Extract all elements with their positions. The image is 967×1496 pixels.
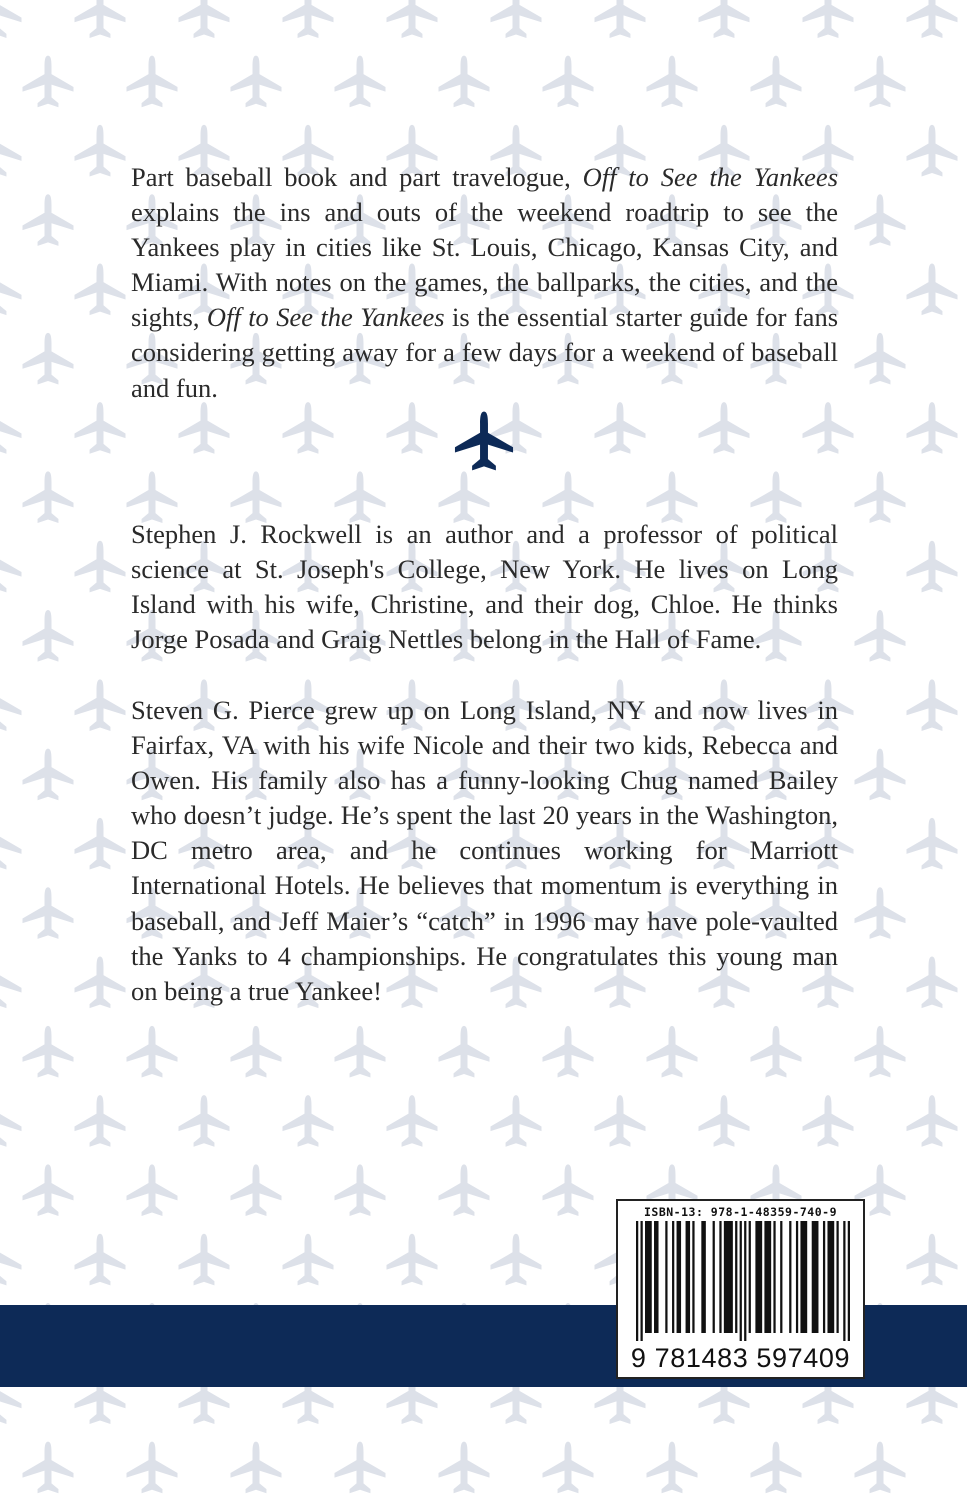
- airplane-icon: [438, 56, 489, 108]
- airplane-icon: [594, 402, 645, 454]
- airplane-icon: [438, 1164, 489, 1216]
- airplane-icon: [0, 818, 22, 870]
- airplane-icon: [854, 333, 905, 385]
- airplane-icon: [906, 402, 957, 454]
- barcode-bar: [654, 1221, 659, 1333]
- airplane-icon: [22, 333, 73, 385]
- barcode-bar: [686, 1221, 691, 1333]
- airplane-icon: [490, 1234, 541, 1286]
- airplane-icon: [74, 679, 125, 731]
- airplane-icon: [74, 264, 125, 316]
- airplane-icon: [490, 1095, 541, 1147]
- airplane-icon: [0, 402, 22, 454]
- barcode-bar: [701, 1221, 706, 1333]
- airplane-icon: [230, 1442, 281, 1494]
- airplane-icon: [282, 0, 333, 38]
- airplane-icon: [22, 1026, 73, 1078]
- airplane-icon: [542, 1026, 593, 1078]
- isbn-barcode: [616, 1199, 865, 1379]
- airplane-icon: [542, 471, 593, 523]
- barcode-bar: [755, 1221, 762, 1333]
- airplane-icon: [906, 541, 957, 593]
- airplane-icon: [0, 679, 22, 731]
- airplane-icon: [282, 1095, 333, 1147]
- bio-paragraph: Stephen J. Rockwell is an author and a professor of political science at St. Joseph's College, New York. He lives on Long Island with his wife, Christine, and their dog, Chloe. He thinks Jorge Posada and Graig Nettles belong in the Hall of Fame.: [131, 519, 838, 655]
- bio-paragraph: Steven G. Pierce grew up on Long Island, NY and now lives in Fairfax, VA with his wife Nicole and their two kids, Rebecca and Owen. His family also has a funny-looking Chug named Bailey who doesn’t judge. He’s spent the last 20 years in the Washington, DC metro area, and he continues working for Marriott International Hotels. He believes that momentum is everything in baseball, and Jeff Maier’s “catch” in 1996 may have pole-vaulted the Yanks to 4 championships. He congratulates this young man on being a true Yankee!: [131, 695, 838, 1006]
- airplane-icon: [22, 887, 73, 939]
- airplane-icon: [906, 0, 957, 38]
- author-bio-rockwell: [131, 517, 838, 657]
- airplane-icon: [646, 471, 697, 523]
- airplane-icon: [230, 1164, 281, 1216]
- airplane-icon: [542, 56, 593, 108]
- airplane-icon: [282, 402, 333, 454]
- barcode-bar: [724, 1221, 733, 1333]
- airplane-icon: [906, 264, 957, 316]
- barcode-bar: [773, 1221, 775, 1333]
- book-title: Off to See the Yankees: [582, 162, 839, 192]
- airplane-icon: [802, 0, 853, 38]
- barcode-bar: [812, 1221, 819, 1333]
- airplane-icon: [854, 471, 905, 523]
- airplane-icon: [386, 0, 437, 38]
- airplane-icon: [0, 1095, 22, 1147]
- airplane-icon: [126, 56, 177, 108]
- barcode-bar: [843, 1221, 845, 1341]
- barcode-bar: [641, 1221, 643, 1341]
- barcode-bars: [636, 1221, 850, 1341]
- airplane-icon: [22, 610, 73, 662]
- barcode-bar: [713, 1221, 715, 1333]
- airplane-icon: [334, 1442, 385, 1494]
- airplane-icon: [178, 1095, 229, 1147]
- airplane-icon: [854, 194, 905, 246]
- barcode-bar: [672, 1221, 674, 1333]
- airplane-icon: [178, 0, 229, 38]
- barcode-bar: [740, 1221, 742, 1341]
- airplane-icon: [0, 125, 22, 177]
- airplane-icon: [230, 471, 281, 523]
- airplane-icon: [542, 1164, 593, 1216]
- airplane-icon: [178, 1234, 229, 1286]
- isbn-label: ISBN-13: 978-1-48359-740-9: [643, 1205, 837, 1219]
- airplane-icon: [22, 56, 73, 108]
- airplane-icon: [646, 56, 697, 108]
- airplane-icon: [906, 125, 957, 177]
- description-paragraph: Part baseball book and part travelogue, Off to See the Yankees explains the ins and outs of the weekend roadtrip to see the Yankees play in cities like St. Louis, Chicago, Kansas City, and Miami. With notes on the games, the ballparks, the cities, and the sights, Off to See the Yankees is the essential starter guide for fans considering getting away for a few days for a weekend of baseball and fun.: [131, 162, 839, 403]
- airplane-icon: [22, 749, 73, 801]
- airplane-icon: [906, 818, 957, 870]
- airplane-icon: [594, 1095, 645, 1147]
- airplane-icon: [126, 1164, 177, 1216]
- airplane-icon: [22, 1442, 73, 1494]
- airplane-icon: [854, 887, 905, 939]
- airplane-icon: [802, 402, 853, 454]
- airplane-icon: [334, 1026, 385, 1078]
- barcode-bar: [764, 1221, 771, 1333]
- airplane-icon: [334, 1164, 385, 1216]
- airplane-icon: [386, 402, 437, 454]
- airplane-icon: [594, 0, 645, 38]
- airplane-icon: [750, 471, 801, 523]
- airplane-icon: [126, 1026, 177, 1078]
- airplane-icon: [854, 610, 905, 662]
- barcode-bar: [744, 1221, 746, 1341]
- airplane-icon: [282, 1234, 333, 1286]
- airplane-icon: [698, 402, 749, 454]
- airplane-icon: [438, 1442, 489, 1494]
- airplane-icon: [74, 0, 125, 38]
- barcode-bar: [692, 1221, 694, 1333]
- airplane-icon: [74, 957, 125, 1009]
- airplane-icon: [334, 56, 385, 108]
- airplane-icon: [0, 264, 22, 316]
- airplane-icon: [438, 471, 489, 523]
- airplane-icon: [854, 749, 905, 801]
- airplane-icon: [646, 1442, 697, 1494]
- barcode-bar: [645, 1221, 652, 1333]
- airplane-icon: [334, 471, 385, 523]
- barcode-bar: [665, 1221, 667, 1333]
- barcode-bar: [836, 1221, 838, 1333]
- airplane-icon: [386, 1095, 437, 1147]
- airplane-icon: [698, 1095, 749, 1147]
- airplane-icon: [74, 125, 125, 177]
- airplane-icon: [230, 56, 281, 108]
- airplane-icon: [230, 1026, 281, 1078]
- airplane-icon: [750, 1026, 801, 1078]
- barcode-bar: [677, 1221, 682, 1333]
- airplane-icon: [74, 402, 125, 454]
- airplane-icon: [802, 1095, 853, 1147]
- barcode-bar: [796, 1221, 798, 1333]
- barcode-bar: [719, 1221, 721, 1333]
- airplane-icon: [906, 1234, 957, 1286]
- airplane-icon: [698, 0, 749, 38]
- airplane-icon: [74, 1234, 125, 1286]
- airplane-icon: [906, 679, 957, 731]
- airplane-icon: [0, 541, 22, 593]
- airplane-icon: [854, 1026, 905, 1078]
- airplane-icon: [906, 957, 957, 1009]
- barcode-bar: [823, 1221, 825, 1333]
- airplane-icon: [0, 1234, 22, 1286]
- airplane-icon: [438, 1026, 489, 1078]
- barcode-bar: [780, 1221, 782, 1333]
- airplane-icon: [646, 1026, 697, 1078]
- airplane-icon: [74, 541, 125, 593]
- barcode-bar: [749, 1221, 751, 1333]
- airplane-icon: [74, 818, 125, 870]
- book-title: Off to See the Yankees: [206, 302, 445, 333]
- airplane-icon: [386, 1234, 437, 1286]
- barcode-bar: [848, 1221, 850, 1341]
- airplane-icon: [451, 409, 517, 475]
- barcode-bar: [735, 1221, 737, 1333]
- airplane-icon: [22, 1164, 73, 1216]
- barcode-bar: [789, 1221, 791, 1333]
- airplane-icon: [854, 1442, 905, 1494]
- airplane-icon: [0, 0, 22, 38]
- book-description: [131, 160, 838, 406]
- airplane-icon: [750, 1442, 801, 1494]
- airplane-icon: [178, 402, 229, 454]
- airplane-icon: [542, 1442, 593, 1494]
- barcode-bar: [827, 1221, 834, 1333]
- airplane-icon: [906, 1095, 957, 1147]
- airplane-icon: [22, 194, 73, 246]
- airplane-icon: [490, 0, 541, 38]
- ean-digits: 9 781483 597409: [630, 1343, 851, 1373]
- airplane-icon: [74, 1095, 125, 1147]
- airplane-icon: [0, 957, 22, 1009]
- barcode-bar: [636, 1221, 638, 1341]
- airplane-icon: [126, 1442, 177, 1494]
- airplane-icon: [854, 56, 905, 108]
- airplane-icon: [22, 471, 73, 523]
- airplane-icon: [750, 56, 801, 108]
- barcode-bar: [800, 1221, 807, 1333]
- author-bio-pierce: [131, 693, 838, 1009]
- airplane-icon: [126, 471, 177, 523]
